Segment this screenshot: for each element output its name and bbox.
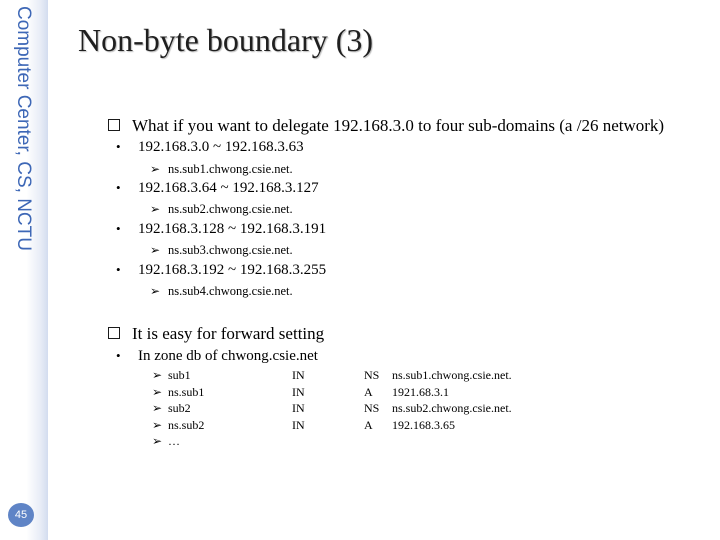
round-bullet-icon: • xyxy=(116,262,121,277)
record-type: NS xyxy=(364,401,380,415)
record-data: ns.sub2.chwong.csie.net. xyxy=(392,401,512,415)
round-bullet-icon: • xyxy=(116,180,121,195)
sidebar-vertical-text: Computer Center, CS, NCTU xyxy=(13,6,34,251)
record-class: IN xyxy=(292,401,305,415)
record-type: A xyxy=(364,418,373,432)
record-data: 192.168.3.65 xyxy=(392,418,455,432)
range-text: 192.168.3.64 ~ 192.168.3.127 xyxy=(138,180,319,196)
record-class: IN xyxy=(292,418,305,432)
arrow-bullet-icon: ➢ xyxy=(152,385,163,399)
record-class: IN xyxy=(292,368,305,382)
record-name: … xyxy=(168,434,180,448)
section2-heading-row xyxy=(108,324,324,344)
arrow-bullet-icon: ➢ xyxy=(150,162,161,176)
zone-db-text: In zone db of chwong.csie.net xyxy=(138,348,318,364)
ns-text: ns.sub4.chwong.csie.net. xyxy=(168,284,293,298)
ns-item-1 xyxy=(150,162,293,177)
ns-text: ns.sub2.chwong.csie.net. xyxy=(168,202,293,216)
range-item-2 xyxy=(116,180,319,197)
ns-item-4 xyxy=(150,284,293,299)
square-bullet-icon xyxy=(108,327,120,339)
arrow-bullet-icon: ➢ xyxy=(150,243,161,257)
section2-heading: It is easy for forward setting xyxy=(132,324,325,343)
section1-heading: What if you want to delegate 192.168.3.0 to four sub-domains (a /26 network) xyxy=(132,116,665,135)
record-name: ns.sub2 xyxy=(168,418,205,432)
page-number-badge: 45 xyxy=(8,503,34,527)
arrow-bullet-icon: ➢ xyxy=(150,202,161,216)
record-name: sub2 xyxy=(168,401,191,415)
range-text: 192.168.3.128 ~ 192.168.3.191 xyxy=(138,221,327,237)
arrow-bullet-icon: ➢ xyxy=(150,284,161,298)
ns-item-3 xyxy=(150,243,293,258)
sidebar xyxy=(0,0,48,540)
range-item-4 xyxy=(116,262,326,279)
record-type: A xyxy=(364,385,373,399)
zone-db-item xyxy=(116,348,318,365)
record-data: 1921.68.3.1 xyxy=(392,385,449,399)
ns-item-2 xyxy=(150,202,293,217)
arrow-bullet-icon: ➢ xyxy=(152,368,163,382)
round-bullet-icon: • xyxy=(116,348,121,363)
square-bullet-icon xyxy=(108,119,120,131)
arrow-bullet-icon: ➢ xyxy=(152,434,163,448)
range-item-3 xyxy=(116,221,326,238)
range-text: 192.168.3.0 ~ 192.168.3.63 xyxy=(138,139,304,155)
round-bullet-icon: • xyxy=(116,139,121,154)
range-item-1 xyxy=(116,139,304,156)
arrow-bullet-icon: ➢ xyxy=(152,418,163,432)
record-class: IN xyxy=(292,385,305,399)
arrow-bullet-icon: ➢ xyxy=(152,401,163,415)
range-text: 192.168.3.192 ~ 192.168.3.255 xyxy=(138,262,327,278)
section1-heading-row xyxy=(108,116,664,136)
record-name: sub1 xyxy=(168,368,191,382)
record-data: ns.sub1.chwong.csie.net. xyxy=(392,368,512,382)
record-type: NS xyxy=(364,368,380,382)
ns-text: ns.sub1.chwong.csie.net. xyxy=(168,162,293,176)
round-bullet-icon: • xyxy=(116,221,121,236)
ns-text: ns.sub3.chwong.csie.net. xyxy=(168,243,293,257)
record-name: ns.sub1 xyxy=(168,385,205,399)
slide-title: Non-byte boundary (3) xyxy=(78,22,374,58)
